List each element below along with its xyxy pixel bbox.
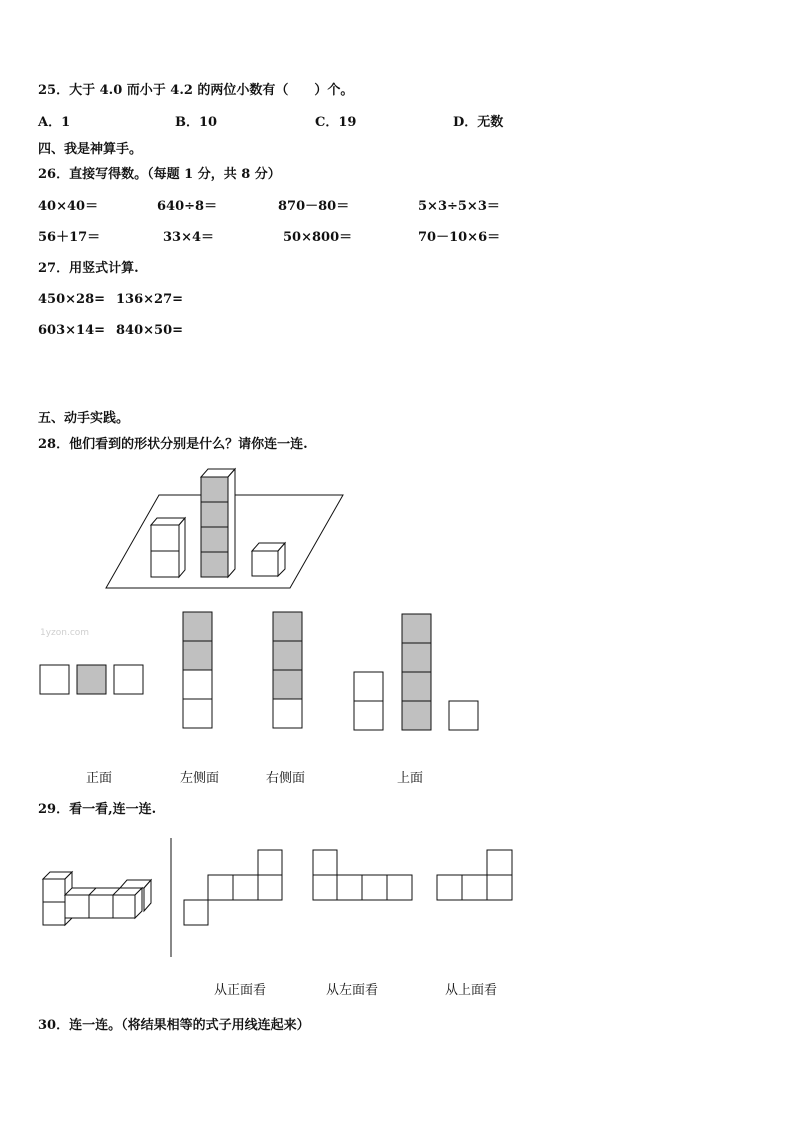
q25-option-d[interactable]: D．无数 [453, 115, 504, 130]
flat-view-3 [437, 850, 512, 900]
q26-item: 50×800＝ [283, 230, 353, 245]
view-option-2 [183, 612, 212, 728]
cube-stack-4 [201, 469, 235, 577]
view-option-4 [354, 614, 478, 730]
q27-item: 603×14= [38, 323, 106, 338]
view-label-right: 右侧面 [266, 771, 306, 786]
q26-stem: 26．直接写得数。（每题 1 分，共 8 分） [38, 167, 281, 182]
q25-option-c[interactable]: C．19 [315, 115, 357, 130]
flat-view-2 [313, 850, 412, 900]
watermark: 1yzon.com [40, 628, 90, 638]
q27-stem: 27．用竖式计算. [38, 261, 139, 276]
q26-item: 640÷8＝ [157, 199, 218, 214]
direction-label-front: 从正面看 [214, 983, 267, 998]
view-option-3 [273, 612, 302, 728]
q28-stem: 28．他们看到的形状分别是什么？请你连一连. [38, 437, 308, 452]
q25-option-b[interactable]: B．10 [175, 115, 218, 130]
q29-stem: 29．看一看,连一连. [38, 802, 157, 817]
view-label-front: 正面 [86, 771, 113, 786]
q30-stem: 30．连一连。（将结果相等的式子用线连起来） [38, 1018, 310, 1033]
view-label-left: 左侧面 [180, 771, 220, 786]
flat-view-1 [184, 850, 282, 925]
view-option-1 [40, 665, 143, 694]
section-4-title: 四、我是神算手。 [38, 142, 143, 157]
q26-item: 70－10×6＝ [418, 230, 501, 245]
direction-label-top: 从上面看 [445, 983, 498, 998]
q26-item: 870－80＝ [278, 199, 350, 214]
cube-stack-2 [151, 518, 185, 577]
q26-item: 56＋17＝ [38, 230, 101, 245]
q26-item: 40×40＝ [38, 199, 99, 214]
q25-option-a[interactable]: A．1 [38, 115, 71, 130]
direction-label-left: 从左面看 [326, 983, 379, 998]
q27-item: 136×27= [116, 292, 184, 307]
cube-single [252, 543, 285, 576]
q25-stem: 25．大于 4.0 而小于 4.2 的两位小数有（ ）个。 [38, 83, 354, 98]
section-5-title: 五、动手实践。 [38, 411, 130, 426]
cube-arrangement-3d [43, 872, 151, 925]
q26-item: 5×3÷5×3＝ [418, 199, 500, 214]
q26-item: 33×4＝ [163, 230, 215, 245]
view-label-top: 上面 [397, 771, 424, 786]
q27-item: 840×50= [116, 323, 184, 338]
q27-item: 450×28= [38, 292, 106, 307]
